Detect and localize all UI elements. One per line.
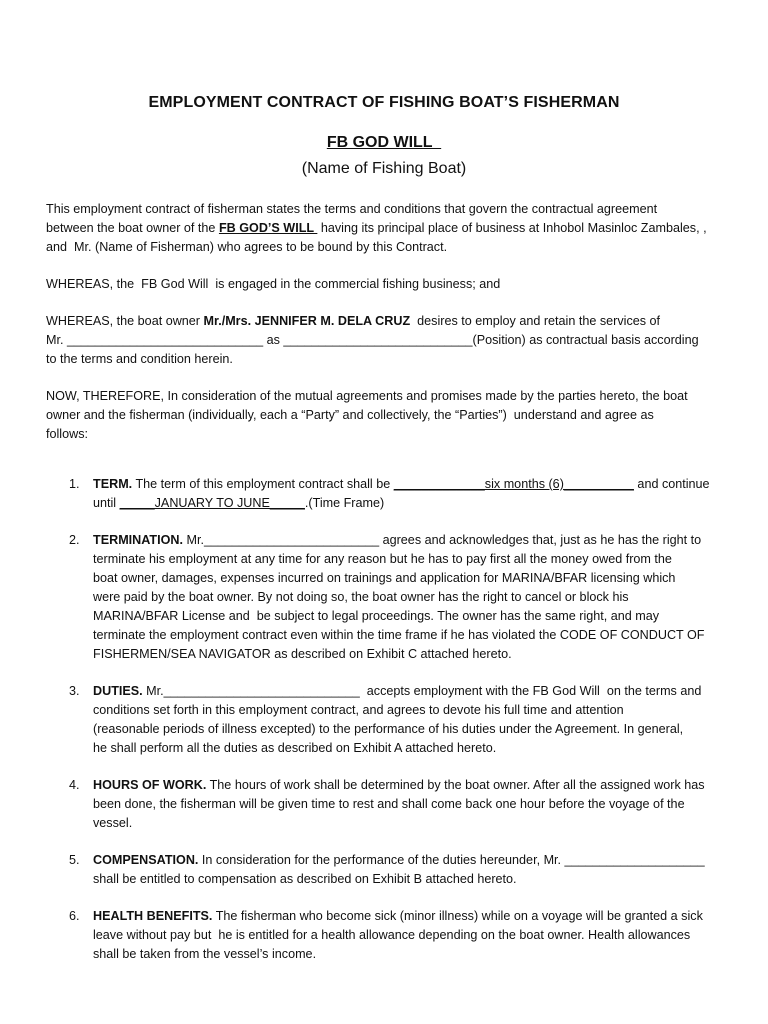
- item-line: [93, 907, 726, 926]
- whereas-line: Mr. ____________________________ as ___________________________(Position) as contractual basis according: [46, 333, 699, 347]
- item-line: been done, the fisherman will be given time to rest and shall come back one hour before the voyage of the: [93, 797, 685, 811]
- item-line: [93, 682, 726, 701]
- item-number: 3.: [69, 684, 80, 698]
- item-line: (reasonable periods of illness excepted) to the performance of his duties under the Agreement. In general,: [93, 722, 684, 736]
- intro-text: having its principal place of business at Inhobol Masinloc Zambales, ,: [317, 221, 707, 235]
- term-time-frame: _____JANUARY TO JUNE_____: [119, 496, 305, 510]
- whereas-line: WHEREAS, the FB God Will is engaged in the commercial fishing business; and: [46, 277, 501, 291]
- item-line: boat owner, damages, expenses incurred on trainings and application for MARINA/BFAR licensing which: [93, 571, 676, 585]
- item-heading: COMPENSATION.: [93, 853, 199, 867]
- item-heading: HOURS OF WORK.: [93, 778, 207, 792]
- item-line: FISHERMEN/SEA NAVIGATOR as described on Exhibit C attached hereto.: [93, 647, 512, 661]
- intro-text: between the boat owner of the: [46, 221, 219, 235]
- item-heading: DUTIES.: [93, 684, 143, 698]
- item-number: 1.: [69, 477, 80, 491]
- owner-name: Mr./Mrs. JENNIFER M. DELA CRUZ: [203, 314, 411, 328]
- contract-title: EMPLOYMENT CONTRACT OF FISHING BOAT’S FISHERMAN: [148, 94, 620, 111]
- intro-line: and Mr. (Name of Fisherman) who agrees to be bound by this Contract.: [46, 240, 448, 254]
- item-text: The term of this employment contract shall be: [132, 477, 394, 491]
- now-line: owner and the fisherman (individually, each a “Party” and collectively, the “Parties”) understand and agree as: [46, 408, 654, 422]
- boat-name-inline: FB GOD’S WILL: [218, 221, 318, 235]
- item-line: conditions set forth in this employment contract, and agrees to devote his full time and attention: [93, 703, 624, 717]
- list-item-term: [46, 475, 726, 513]
- item-line: leave without pay but he is entitled for a health allowance depending on the boat owner. Health allowances: [93, 928, 691, 942]
- whereas-line: to the terms and condition herein.: [46, 352, 233, 366]
- item-text: and continue: [633, 477, 710, 491]
- boat-name-caption: (Name of Fishing Boat): [301, 160, 467, 177]
- item-text: In consideration for the performance of the duties hereunder, Mr. ____________________: [198, 853, 705, 867]
- intro-line: This employment contract of fisherman states the terms and conditions that govern the contractual agreement: [46, 202, 658, 216]
- list-item-duties: [46, 682, 726, 758]
- item-line: terminate the employment contract even within the time frame if he has violated the CODE OF CONDUCT OF: [93, 628, 705, 642]
- terms-list: [46, 475, 726, 982]
- item-text: .(Time Frame): [304, 496, 385, 510]
- item-line: [93, 494, 726, 513]
- item-heading: HEALTH BENEFITS.: [93, 909, 213, 923]
- item-number: 5.: [69, 853, 80, 867]
- now-line: follows:: [46, 427, 88, 441]
- item-line: [93, 475, 726, 494]
- list-item-termination: [46, 531, 726, 664]
- item-line: [93, 851, 726, 870]
- item-number: 6.: [69, 909, 80, 923]
- now-line: NOW, THEREFORE, In consideration of the mutual agreements and promises made by the parties hereto, the boat: [46, 389, 688, 403]
- item-text: until: [93, 496, 120, 510]
- term-duration: _____________six months (6)__________: [393, 477, 634, 491]
- item-heading: TERM.: [93, 477, 133, 491]
- whereas-paragraph-2: [46, 312, 726, 369]
- item-line: vessel.: [93, 816, 133, 830]
- item-line: terminate his employment at any time for any reason but he has to pay first all the money owed from the: [93, 552, 672, 566]
- whereas-text: WHEREAS, the boat owner: [46, 314, 204, 328]
- item-text: The fisherman who become sick (minor illness) while on a voyage will be granted a sick: [212, 909, 703, 923]
- list-item-health-benefits: [46, 907, 726, 964]
- list-item-hours-of-work: [46, 776, 726, 833]
- item-number: 2.: [69, 533, 80, 547]
- now-therefore-paragraph: [46, 387, 726, 444]
- item-text: Mr._________________________ agrees and acknowledges that, just as he has the right to: [183, 533, 702, 547]
- item-line: [93, 531, 726, 550]
- whereas-text: desires to employ and retain the services of: [410, 314, 661, 328]
- intro-paragraph: [46, 200, 726, 257]
- item-line: shall be taken from the vessel’s income.: [93, 947, 317, 961]
- item-line: he shall perform all the duties as described on Exhibit A attached hereto.: [93, 741, 497, 755]
- item-text: Mr.____________________________ accepts employment with the FB God Will on the terms and: [142, 684, 702, 698]
- intro-line: [46, 219, 726, 238]
- item-heading: TERMINATION.: [93, 533, 184, 547]
- item-line: shall be entitled to compensation as described on Exhibit B attached hereto.: [93, 872, 517, 886]
- item-line: MARINA/BFAR License and be subject to legal proceedings. The owner has the same right, and may: [93, 609, 660, 623]
- whereas-paragraph-1: [46, 275, 726, 294]
- item-text: The hours of work shall be determined by the boat owner. After all the assigned work has: [206, 778, 705, 792]
- item-line: were paid by the boat owner. By not doing so, the boat owner has the right to cancel or block his: [93, 590, 629, 604]
- whereas-line: [46, 312, 726, 331]
- item-line: [93, 776, 726, 795]
- item-number: 4.: [69, 778, 80, 792]
- list-item-compensation: [46, 851, 726, 889]
- boat-name: FB GOD WILL: [326, 134, 442, 151]
